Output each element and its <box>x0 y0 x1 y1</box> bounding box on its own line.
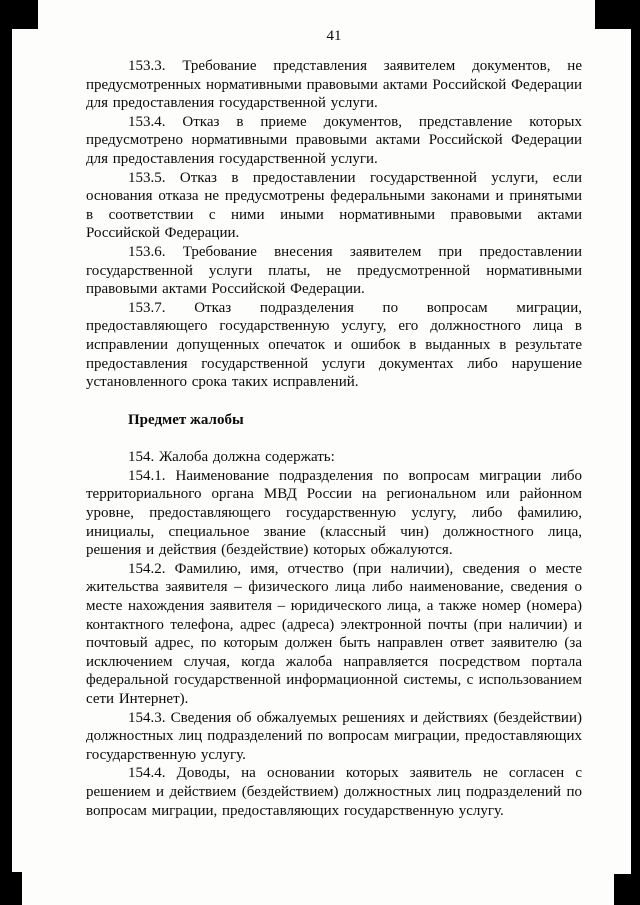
paragraph-154: 154. Жалоба должна содержать: <box>128 449 335 466</box>
paragraph-154-2: 154.2. Фамилию, имя, отчество (при наличии), сведения о месте жительства заявителя – физического лица либо наименование, сведения о месте нахождения заявителя – юридического лица, а также номер (номера) контактного телефона, адрес (адреса) электронной почты (при наличии) и почтовый адрес, по которым должен быть направлен ответ заявителю (за исключением случая, когда жалоба направляется посредством портала федеральной государственной информационной системы, с использованием сети Интернет). <box>86 560 582 707</box>
paragraph-153-3: 153.3. Требование представления заявителем документов, не предусмотренных нормативными правовыми актами Российской Федерации для предоставления государственной услуги. <box>86 58 582 112</box>
scan-artifact-right-edge <box>631 0 640 905</box>
section-heading: Предмет жалобы <box>128 411 244 428</box>
paragraph-153-5: 153.5. Отказ в предоставлении государственной услуги, если основания отказа не предусмотрены федеральными законами и принятыми в соответствии с ними иными нормативными правовыми актами Российской Федерации. <box>86 169 582 242</box>
paragraph-153-4: 153.4. Отказ в приеме документов, представление которых предусмотрено нормативными правовыми актами Российской Федерации для предоставления государственной услуги. <box>86 113 582 167</box>
scan-artifact-top-left <box>0 0 38 29</box>
scan-artifact-bottom-right <box>614 874 640 905</box>
page-number: 41 <box>326 28 342 44</box>
paragraph-154-4: 154.4. Доводы, на основании которых заявитель не согласен с решением и действием (бездействием) должностных лиц подразделений по вопросам миграции, предоставляющих государственную услугу. <box>86 765 582 819</box>
paragraph-154-3: 154.3. Сведения об обжалуемых решениях и действиях (бездействии) должностных лиц подразделений по вопросам миграции, предоставляющих государственную услугу. <box>86 709 582 763</box>
scan-artifact-bottom-left <box>0 872 22 905</box>
paragraph-154-1: 154.1. Наименование подразделения по вопросам миграции либо территориального органа МВД России на региональном или районном уровне, предоставляющего государственную услугу, либо фамилию, инициалы, специальное звание (классный чин) должностного лица, решения и действия (бездействие) которых обжалуются. <box>86 467 582 559</box>
scan-artifact-left-edge <box>0 0 12 905</box>
paragraph-153-7: 153.7. Отказ подразделения по вопросам миграции, предоставляющего государственную услугу, его должностного лица в исправлении допущенных опечаток и ошибок в выданных в результате предоставления государственной услуги документах либо нарушение установленного срока таких исправлений. <box>86 299 582 391</box>
scan-artifact-top-right <box>595 0 640 29</box>
text-block <box>86 27 582 820</box>
paragraph-153-6: 153.6. Требование внесения заявителем при предоставлении государственной услуги платы, не предусмотренной нормативными правовыми актами Российской Федерации. <box>86 243 582 298</box>
